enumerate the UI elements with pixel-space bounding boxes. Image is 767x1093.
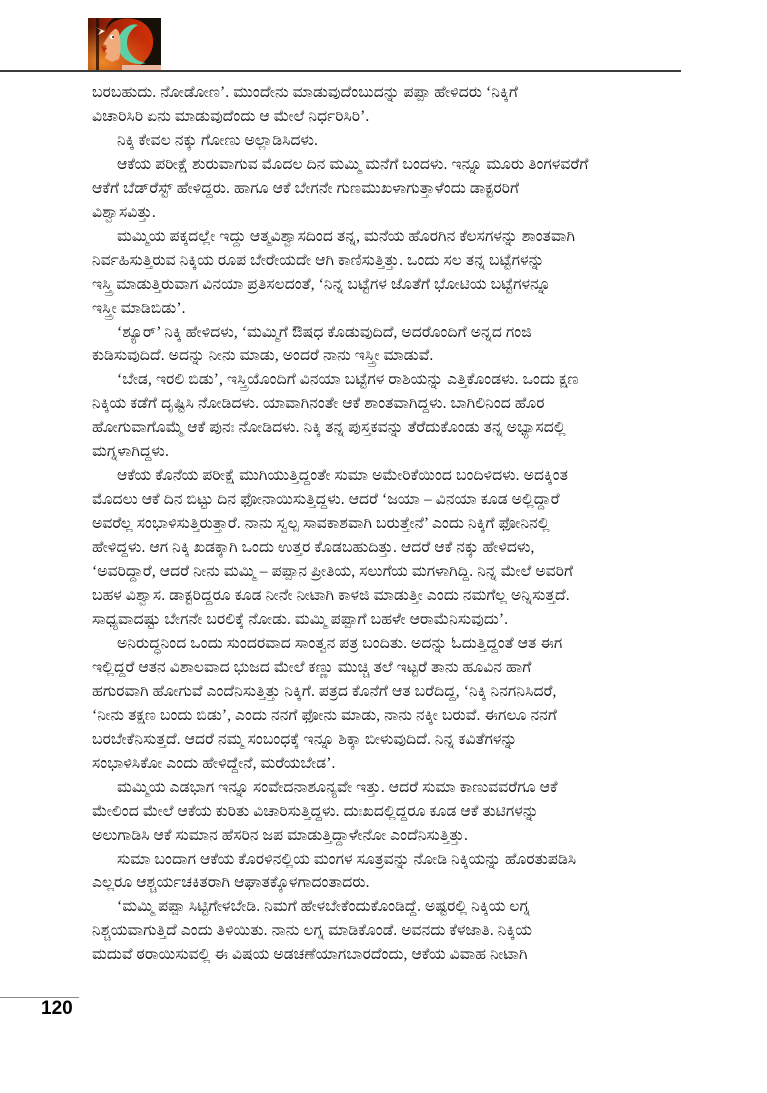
text-line: ಅವರೆಲ್ಲ ಸಂಭಾಳಿಸುತ್ತಿರುತ್ತಾರೆ. ನಾನು ಸ್ವಲ್ಪ ಸಾವಕಾಶವಾಗಿ ಬರುತ್ತೇನೆ’ ಎಂದು ನಿಕ್ಕಿಗೆ ಫೋನಿನಲ್ಲಿ [92, 515, 550, 533]
text-line: ಮದುವೆ ಠರಾಯಿಸುವಲ್ಲಿ ಈ ವಿಷಯ ಅಡಚಣೆಯಾಗಬಾರದೆಂದು, ಆಕೆಯ ವಿವಾಹ ನೀಟಾಗಿ [92, 946, 528, 964]
text-line: ಹಗುರವಾಗಿ ಹೋಗುವೆ ಎಂದೆನಿಸುತ್ತಿತ್ತು ನಿಕ್ಕಿಗೆ. ಪತ್ರದ ಕೊನೆಗೆ ಆತ ಬರೆದಿದ್ದ, ‘ನಿಕ್ಕಿ ನಿನಗನಿಸಿದರೆ, [92, 682, 557, 700]
text-line: ವಿಶ್ವಾಸವಿತ್ತು. [92, 203, 156, 221]
paragraph [92, 225, 704, 321]
text-line: ಸಾಧ್ಯವಾದಷ್ಟು ಬೇಗನೇ ಬರಲಿಕ್ಕೆ ನೋಡು. ಮಮ್ಮಿ ಪಪ್ಪಾಗೆ ಬಹಳೇ ಆರಾಮೆನಿಸುವುದು’. [92, 610, 509, 628]
text-line: ಕುಡಿಸುವುದಿದೆ. ಅದನ್ನು ನೀನು ಮಾಡು, ಅಂದರೆ ನಾನು ಇಸ್ತ್ರೀ ಮಾಡುವೆ. [92, 347, 434, 365]
text-line: ಹೇಳಿದ್ದಳು. ಆಗ ನಿಕ್ಕಿ ಖಡಕ್ಕಾಗಿ ಒಂದು ಉತ್ತರ ಕೊಡಬಹುದಿತ್ತು. ಆದರೆ ಆಕೆ ನಕ್ಕು ಹೇಳಿದಳು, [92, 539, 535, 557]
paragraph [92, 632, 704, 776]
text-line: ‘ಶ್ಯೂರ್’ ನಿಕ್ಕಿ ಹೇಳಿದಳು, ‘ಮಮ್ಮಿಗೆ ಔಷಧ ಕೊಡುವುದಿದೆ, ಅದರೊಂದಿಗೆ ಅನ್ನದ ಗಂಜಿ [117, 323, 532, 341]
text-line: ಬರಬಹುದು. ನೋಡೋಣ’. ಮುಂದೇನು ಮಾಡುವುದೆಂಬುದನ್ನು ಪಪ್ಪಾ ಹೇಳಿದರು ‘ನಿಕ್ಕಿಗೆ [92, 84, 518, 101]
chapter-art-logo [88, 18, 161, 70]
header-divider [0, 70, 681, 72]
paragraph [92, 81, 704, 129]
text-line: ನಿಕ್ಕಿಯ ಕಡೆಗೆ ದೃಷ್ಟಿಸಿ ನೋಡಿದಳು. ಯಾವಾಗಿನಂತೇ ಆಕೆ ಶಾಂತವಾಗಿದ್ದಳು. ಬಾಗಿಲಿನಿಂದ ಹೊರ [92, 395, 545, 413]
eye-pupil [112, 36, 114, 38]
text-line: ನಿರ್ವಹಿಸುತ್ತಿರುವ ನಿಕ್ಕಿಯ ರೂಪ ಬೇರೇಯದೇ ಆಗಿ ಕಾಣಿಸುತ್ತಿತ್ತು. ಒಂದು ಸಲ ತನ್ನ ಬಟ್ಟೆಗಳನ್ನು [92, 251, 545, 269]
text-line: ‘ಮಮ್ಮಿ ಪಪ್ಪಾ ಸಿಟ್ಟಿಗೇಳಬೇಡಿ. ನಿಮಗೆ ಹೇಳಬೇಕೆಂದುಕೊಂಡಿದ್ದೆ. ಅಷ್ಟರಲ್ಲಿ ನಿಕ್ಕಿಯ ಲಗ್ನ [117, 898, 531, 916]
text-line: ‘ಅವರಿದ್ದಾರೆ, ಆದರೆ ನೀನು ಮಮ್ಮಿ – ಪಪ್ಪಾನ ಪ್ರೀತಿಯ, ಸಲುಗೆಯ ಮಗಳಾಗಿದ್ದಿ. ನಿನ್ನ ಮೇಲೆ ಅವರಿಗೆ [92, 563, 574, 581]
paragraph [92, 368, 704, 464]
paragraph [92, 153, 704, 225]
text-line: ಆಕೆಗೆ ಬೆಡ್‌ರೆಸ್ಟ್ ಹೇಳಿದ್ದರು. ಹಾಗೂ ಆಕೆ ಬೇಗನೇ ಗುಣಮುಖಳಾಗುತ್ತಾಳೆಂದು ಡಾಕ್ಟರರಿಗೆ [92, 179, 520, 197]
text-line: ವಿಚಾರಿಸಿರಿ ಏನು ಮಾಡುವುದೆಂದು ಆ ಮೇಲೆ ನಿರ್ಧರಿಸಿರಿ’. [92, 107, 370, 125]
paragraph [92, 848, 704, 896]
paragraph [92, 464, 704, 632]
text-line: ನಿಕ್ಕಿ ಕೇವಲ ನಕ್ಕು ಗೋಣು ಅಲ್ಲಾಡಿಸಿದಳು. [117, 131, 318, 149]
text-line: ನಿಶ್ಚಯವಾಗುತ್ತಿದೆ ಎಂದು ತಿಳಿಯಿತು. ನಾನು ಲಗ್ನ ಮಾಡಿಕೊಂಡೆ. ಅವನದು ಕೆಳಜಾತಿ. ನಿಕ್ಕಿಯ [92, 922, 533, 940]
paragraph [92, 321, 704, 369]
paragraph [92, 776, 704, 848]
paragraph [92, 895, 704, 967]
page-number: 120 [41, 998, 73, 1019]
text-line: ‘ಬೇಡ, ಇರಲಿ ಬಿಡು’, ಇಸ್ತ್ರಿಯೊಂದಿಗೆ ವಿನಯಾ ಬಟ್ಟೆಗಳ ರಾಶಿಯನ್ನು ಎತ್ತಿಕೊಂಡಳು. ಒಂದು ಕ್ಷಣ [117, 371, 579, 389]
paragraph [92, 129, 704, 153]
text-line: ಇಸ್ತ್ರೀ ಮಾಡಿಬಿಡು’. [92, 299, 186, 317]
text-line: ಸುಮಾ ಬಂದಾಗ ಆಕೆಯ ಕೊರಳಿನಲ್ಲಿಯ ಮಂಗಳ ಸೂತ್ರವನ್ನು ನೋಡಿ ನಿಕ್ಕಿಯನ್ನು ಹೊರತುಪಡಿಸಿ [117, 850, 577, 868]
logo-dark-bar [96, 18, 99, 70]
text-line: ಮೊದಲು ಆಕೆ ದಿನ ಬಿಟ್ಟು ದಿನ ಫೋನಾಯಿಸುತ್ತಿದ್ದಳು. ಆದರೆ ‘ಜಯಾ – ವಿನಯಾ ಕೂಡ ಅಲ್ಲಿದ್ದಾರೆ [92, 491, 560, 509]
text-line: ಮೇಲಿಂದ ಮೇಲೆ ಆಕೆಯ ಕುರಿತು ವಿಚಾರಿಸುತ್ತಿದ್ದಳು. ದುಃಖದಲ್ಲಿದ್ದರೂ ಕೂಡ ಆಕೆ ತುಟಿಗಳನ್ನು [92, 802, 539, 820]
text-line: ಆಕೆಯ ಕೊನೆಯ ಪರೀಕ್ಷೆ ಮುಗಿಯುತ್ತಿದ್ದಂತೇ ಸುಮಾ ಅಮೇರಿಕೆಯಿಂದ ಬಂದಿಳಿದಳು. ಅದಕ್ಕಿಂತ [117, 467, 569, 485]
text-line: ಮಮ್ಮಿಯ ಪಕ್ಕದಲ್ಲೇ ಇದ್ದು ಆತ್ಮವಿಶ್ವಾಸದಿಂದ ತನ್ನ, ಮನೆಯ ಹೊರಗಿನ ಕೆಲಸಗಳನ್ನು ಶಾಂತವಾಗಿ [117, 227, 576, 245]
text-line: ಆಕೆಯ ಪರೀಕ್ಷೆ ಶುರುವಾಗುವ ಮೊದಲ ದಿನ ಮಮ್ಮಿ ಮನೆಗೆ ಬಂದಳು. ಇನ್ನೂ ಮೂರು ತಿಂಗಳವರೆಗೆ [117, 155, 589, 173]
text-line: ಇಲ್ಲಿದ್ದರೆ ಆತನ ವಿಶಾಲವಾದ ಭುಜದ ಮೇಲೆ ಕಣ್ಣು ಮುಚ್ಚಿ ತಲೆ ಇಟ್ಟರೆ ತಾನು ಹೂವಿನ ಹಾಗೆ [92, 658, 532, 676]
text-line: ಮಗ್ನಳಾಗಿದ್ದಳು. [92, 443, 169, 461]
chapter-art-image [88, 18, 161, 70]
text-line: ಮಮ್ಮಿಯ ಎಡಭಾಗ ಇನ್ನೂ ಸಂವೇದನಾಶೂನ್ಯವೇ ಇತ್ತು. ಆದರೆ ಸುಮಾ ಕಾಣುವವರೆಗೂ ಆಕೆ [117, 778, 558, 796]
text-line: ಹೋಗುವಾಗೊಮ್ಮೆ ಆಕೆ ಪುನಃ ನೋಡಿದಳು. ನಿಕ್ಕಿ ತನ್ನ ಪುಸ್ತಕವನ್ನು ತೆರೆದುಕೊಂಡು ತನ್ನ ಅಭ್ಯಾಸದಲ್ಲಿ [92, 419, 566, 437]
text-line: ಸಂಭಾಳಿಸಿಕೋ ಎಂದು ಹೇಳಿದ್ದೇನೆ, ಮರೆಯಬೇಡ’. [92, 754, 336, 772]
text-line: ಅಲುಗಾಡಿಸಿ ಆಕೆ ಸುಮಾನ ಹೆಸರಿನ ಜಪ ಮಾಡುತ್ತಿದ್ದಾಳೇನೋ ಎಂದೆನಿಸುತ್ತಿತ್ತು. [92, 826, 468, 844]
body-text [92, 81, 704, 967]
text-line: ಬರಬೇಕೆನಿಸುತ್ತದೆ. ಆದರೆ ನಮ್ಮ ಸಂಬಂಧಕ್ಕೆ ಇನ್ನೂ ಶಿಕ್ಕಾ ಬೀಳುವುದಿದೆ. ನಿನ್ನ ಕವಿತೆಗಳನ್ನು [92, 730, 518, 748]
text-line: ಅನಿರುದ್ಧನಿಂದ ಒಂದು ಸುಂದರವಾದ ಸಾಂತ್ವನ ಪತ್ರ ಬಂದಿತು. ಅದನ್ನು ಓದುತ್ತಿದ್ದಂತೆ ಆತ ಈಗ [117, 634, 563, 652]
text-line: ಎಲ್ಲರೂ ಆಶ್ಚರ್ಯಚಕಿತರಾಗಿ ಆಘಾತಕ್ಕೊಳಗಾದಂತಾದರು. [92, 874, 370, 892]
text-line: ಬಹಳ ವಿಶ್ವಾಸ. ಡಾಕ್ಟರಿದ್ದರೂ ಕೂಡ ನೀನೇ ನೀಟಾಗಿ ಕಾಳಜಿ ಮಾಡುತ್ತೀ ಎಂದು ನಮಗೆಲ್ಲ ಅನ್ನಿಸುತ್ತದೆ. [92, 587, 570, 605]
text-line: ‘ನೀನು ತಕ್ಷಣ ಬಂದು ಬಿಡು’, ಎಂದು ನನಗೆ ಫೋನು ಮಾಡು, ನಾನು ನಕ್ಕೀ ಬರುವೆ. ಈಗಲೂ ನನಗೆ [92, 706, 557, 724]
text-line: ಇಸ್ತ್ರಿ ಮಾಡುತ್ತಿರುವಾಗ ವಿನಯಾ ಪ್ರತಿಸಲದಂತೆ, ‘ನಿನ್ನ ಬಟ್ಟೆಗಳ ಜೊತೆಗೆ ಭೋಟಿಯ ಬಟ್ಟೆಗಳನ್ನೂ [92, 275, 551, 293]
